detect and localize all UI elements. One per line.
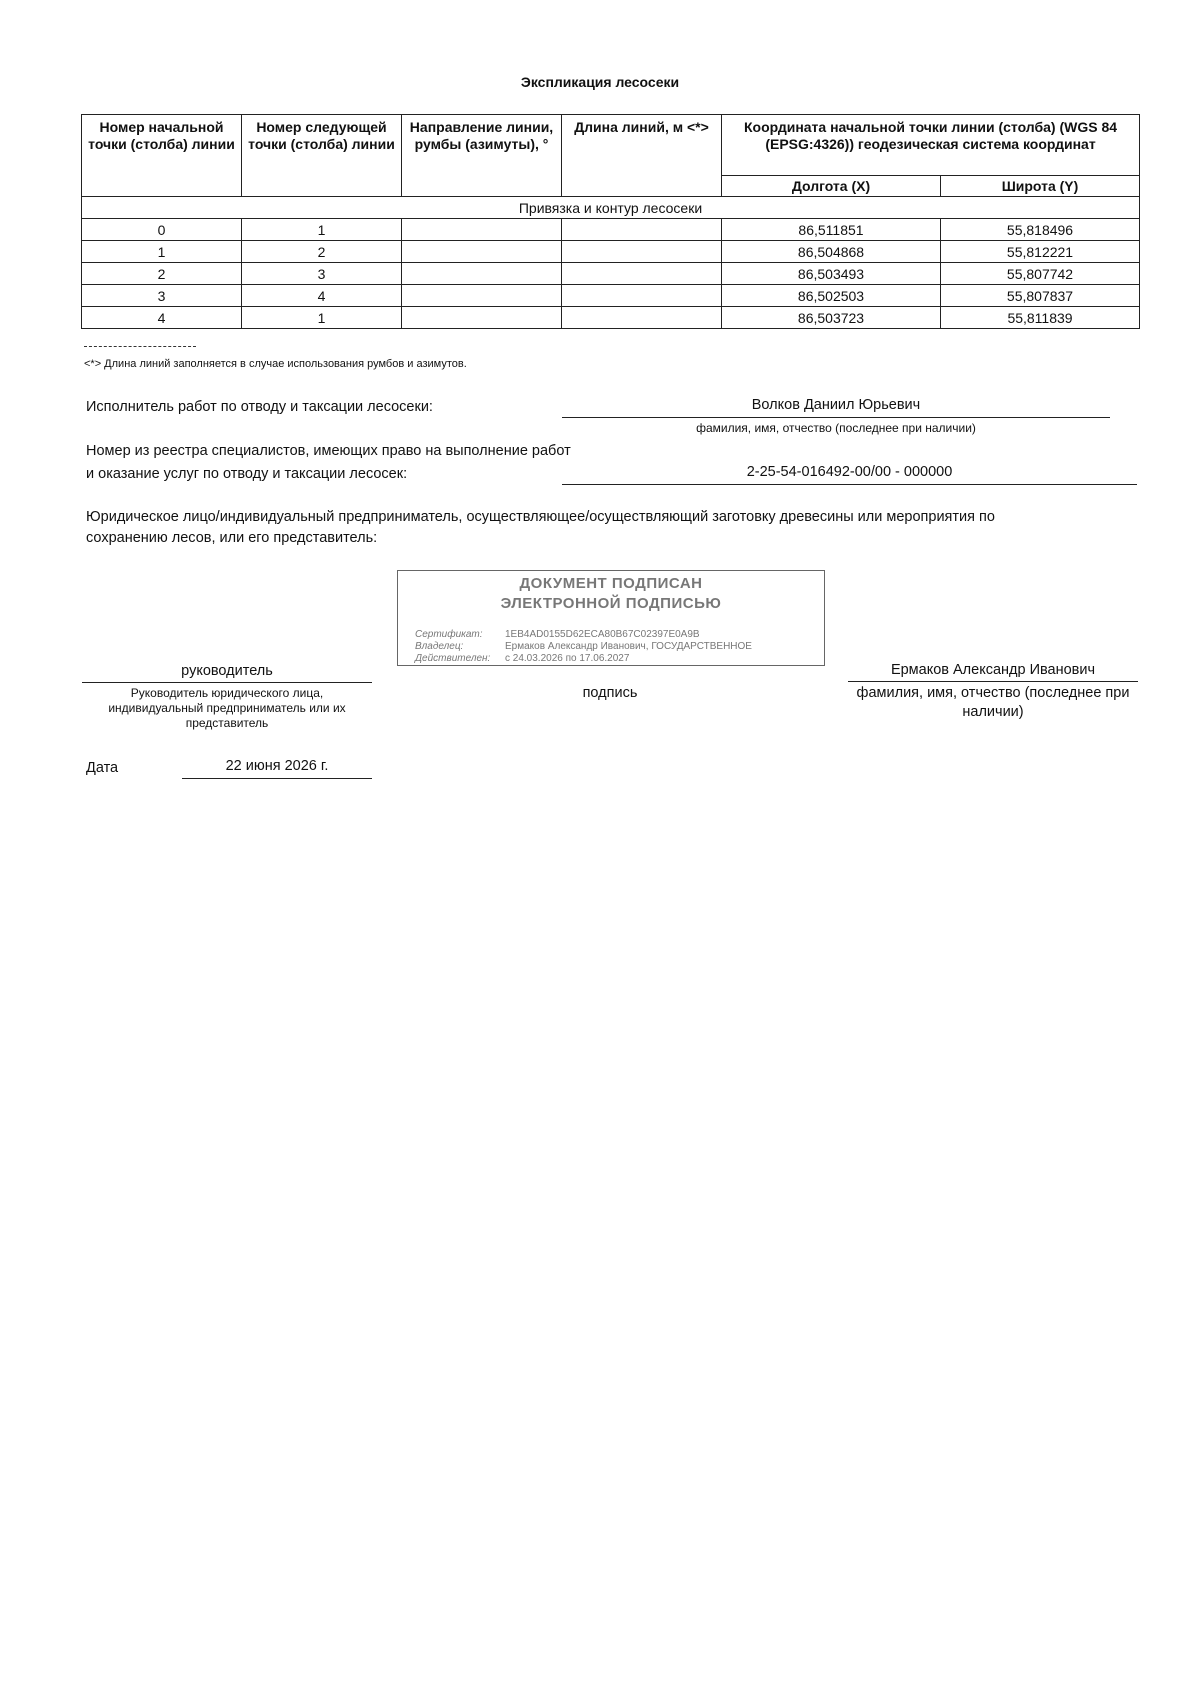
executor-name-caption: фамилия, имя, отчество (последнее при наличии) (696, 421, 976, 435)
cell-length (562, 285, 722, 307)
table-row (82, 219, 1140, 241)
cell-longitude: 86,503723 (722, 307, 941, 329)
cell-latitude: 55,811839 (941, 307, 1140, 329)
cell-longitude: 86,504868 (722, 241, 941, 263)
signatory-position-caption: Руководитель юридического лица, индивидуальный предприниматель или их представитель (108, 686, 346, 730)
signatory-position: руководитель (82, 663, 372, 683)
cell-length (562, 263, 722, 285)
section-label: Привязка и контур лесосеки (82, 197, 1140, 219)
table-row (82, 263, 1140, 285)
cell-start: 1 (82, 241, 242, 263)
stamp-title-line2: ЭЛЕКТРОННОЙ ПОДПИСЬЮ (500, 595, 722, 612)
header-coordinates: Координата начальной точки линии (столба) (WGS 84 (EPSG:4326)) геодезическая система координат (722, 115, 1140, 176)
cell-longitude: 86,503493 (722, 263, 941, 285)
cell-next: 4 (242, 285, 402, 307)
stamp-title-line1: ДОКУМЕНТ ПОДПИСАН (519, 575, 703, 592)
header-direction: Направление линии, румбы (азимуты), ° (402, 115, 562, 197)
registry-label-line2: и оказание услуг по отводу и таксации лесосек: (86, 466, 408, 482)
electronic-signature-stamp (397, 570, 825, 666)
cell-latitude: 55,812221 (941, 241, 1140, 263)
cell-next: 1 (242, 307, 402, 329)
legal-entity-line1: Юридическое лицо/индивидуальный предприниматель, осуществляющее/осуществляющий заготовку древесины или мероприятия по (86, 509, 995, 525)
cell-direction (402, 241, 562, 263)
cell-longitude: 86,502503 (722, 285, 941, 307)
cell-start: 3 (82, 285, 242, 307)
cell-direction (402, 219, 562, 241)
footnote: <*> Длина линий заполняется в случае использования румбов и азимутов. (84, 358, 467, 370)
cell-length (562, 307, 722, 329)
header-next-point: Номер следующей точки (столба) линии (242, 115, 402, 197)
executor-label: Исполнитель работ по отводу и таксации лесосеки: (86, 399, 433, 415)
cell-start: 4 (82, 307, 242, 329)
cell-latitude: 55,807742 (941, 263, 1140, 285)
signature-caption: подпись (582, 685, 638, 701)
table-row (82, 241, 1140, 263)
header-longitude: Долгота (X) (722, 176, 941, 197)
date-label: Дата (86, 760, 119, 776)
stamp-certificate: Сертификат: 1EB4AD0155D62ECA80B67C02397E0A9B (415, 629, 700, 640)
cell-start: 0 (82, 219, 242, 241)
cell-start: 2 (82, 263, 242, 285)
executor-name: Волков Даниил Юрьевич (562, 397, 1110, 418)
header-start-point: Номер начальной точки (столба) линии (82, 115, 242, 197)
footnote-divider (84, 346, 196, 347)
registry-number: 2-25-54-016492-00/00 - 000000 (562, 464, 1137, 485)
cell-direction (402, 307, 562, 329)
cell-next: 3 (242, 263, 402, 285)
date-value: 22 июня 2026 г. (182, 758, 372, 779)
cell-next: 2 (242, 241, 402, 263)
cell-longitude: 86,511851 (722, 219, 941, 241)
header-length: Длина линий, м <*> (562, 115, 722, 197)
stamp-title (398, 574, 824, 614)
cell-next: 1 (242, 219, 402, 241)
table-row (82, 285, 1140, 307)
cell-direction (402, 285, 562, 307)
table-row (82, 307, 1140, 329)
document-title: Экспликация лесосеки (520, 74, 680, 90)
stamp-validity: Действителен: с 24.03.2026 по 17.06.2027 (415, 653, 630, 664)
header-latitude: Широта (Y) (941, 176, 1140, 197)
cell-latitude: 55,807837 (941, 285, 1140, 307)
registry-label-line1: Номер из реестра специалистов, имеющих право на выполнение работ (86, 443, 571, 459)
cell-length (562, 241, 722, 263)
signatory-name: Ермаков Александр Иванович (848, 662, 1138, 682)
stamp-owner: Владелец: Ермаков Александр Иванович, ГОСУДАРСТВЕННОЕ (415, 641, 752, 652)
cell-length (562, 219, 722, 241)
explication-table (81, 114, 1140, 329)
legal-entity-line2: сохранению лесов, или его представитель: (86, 530, 378, 546)
cell-direction (402, 263, 562, 285)
signatory-name-caption: фамилия, имя, отчество (последнее при наличии) (856, 685, 1130, 720)
cell-latitude: 55,818496 (941, 219, 1140, 241)
